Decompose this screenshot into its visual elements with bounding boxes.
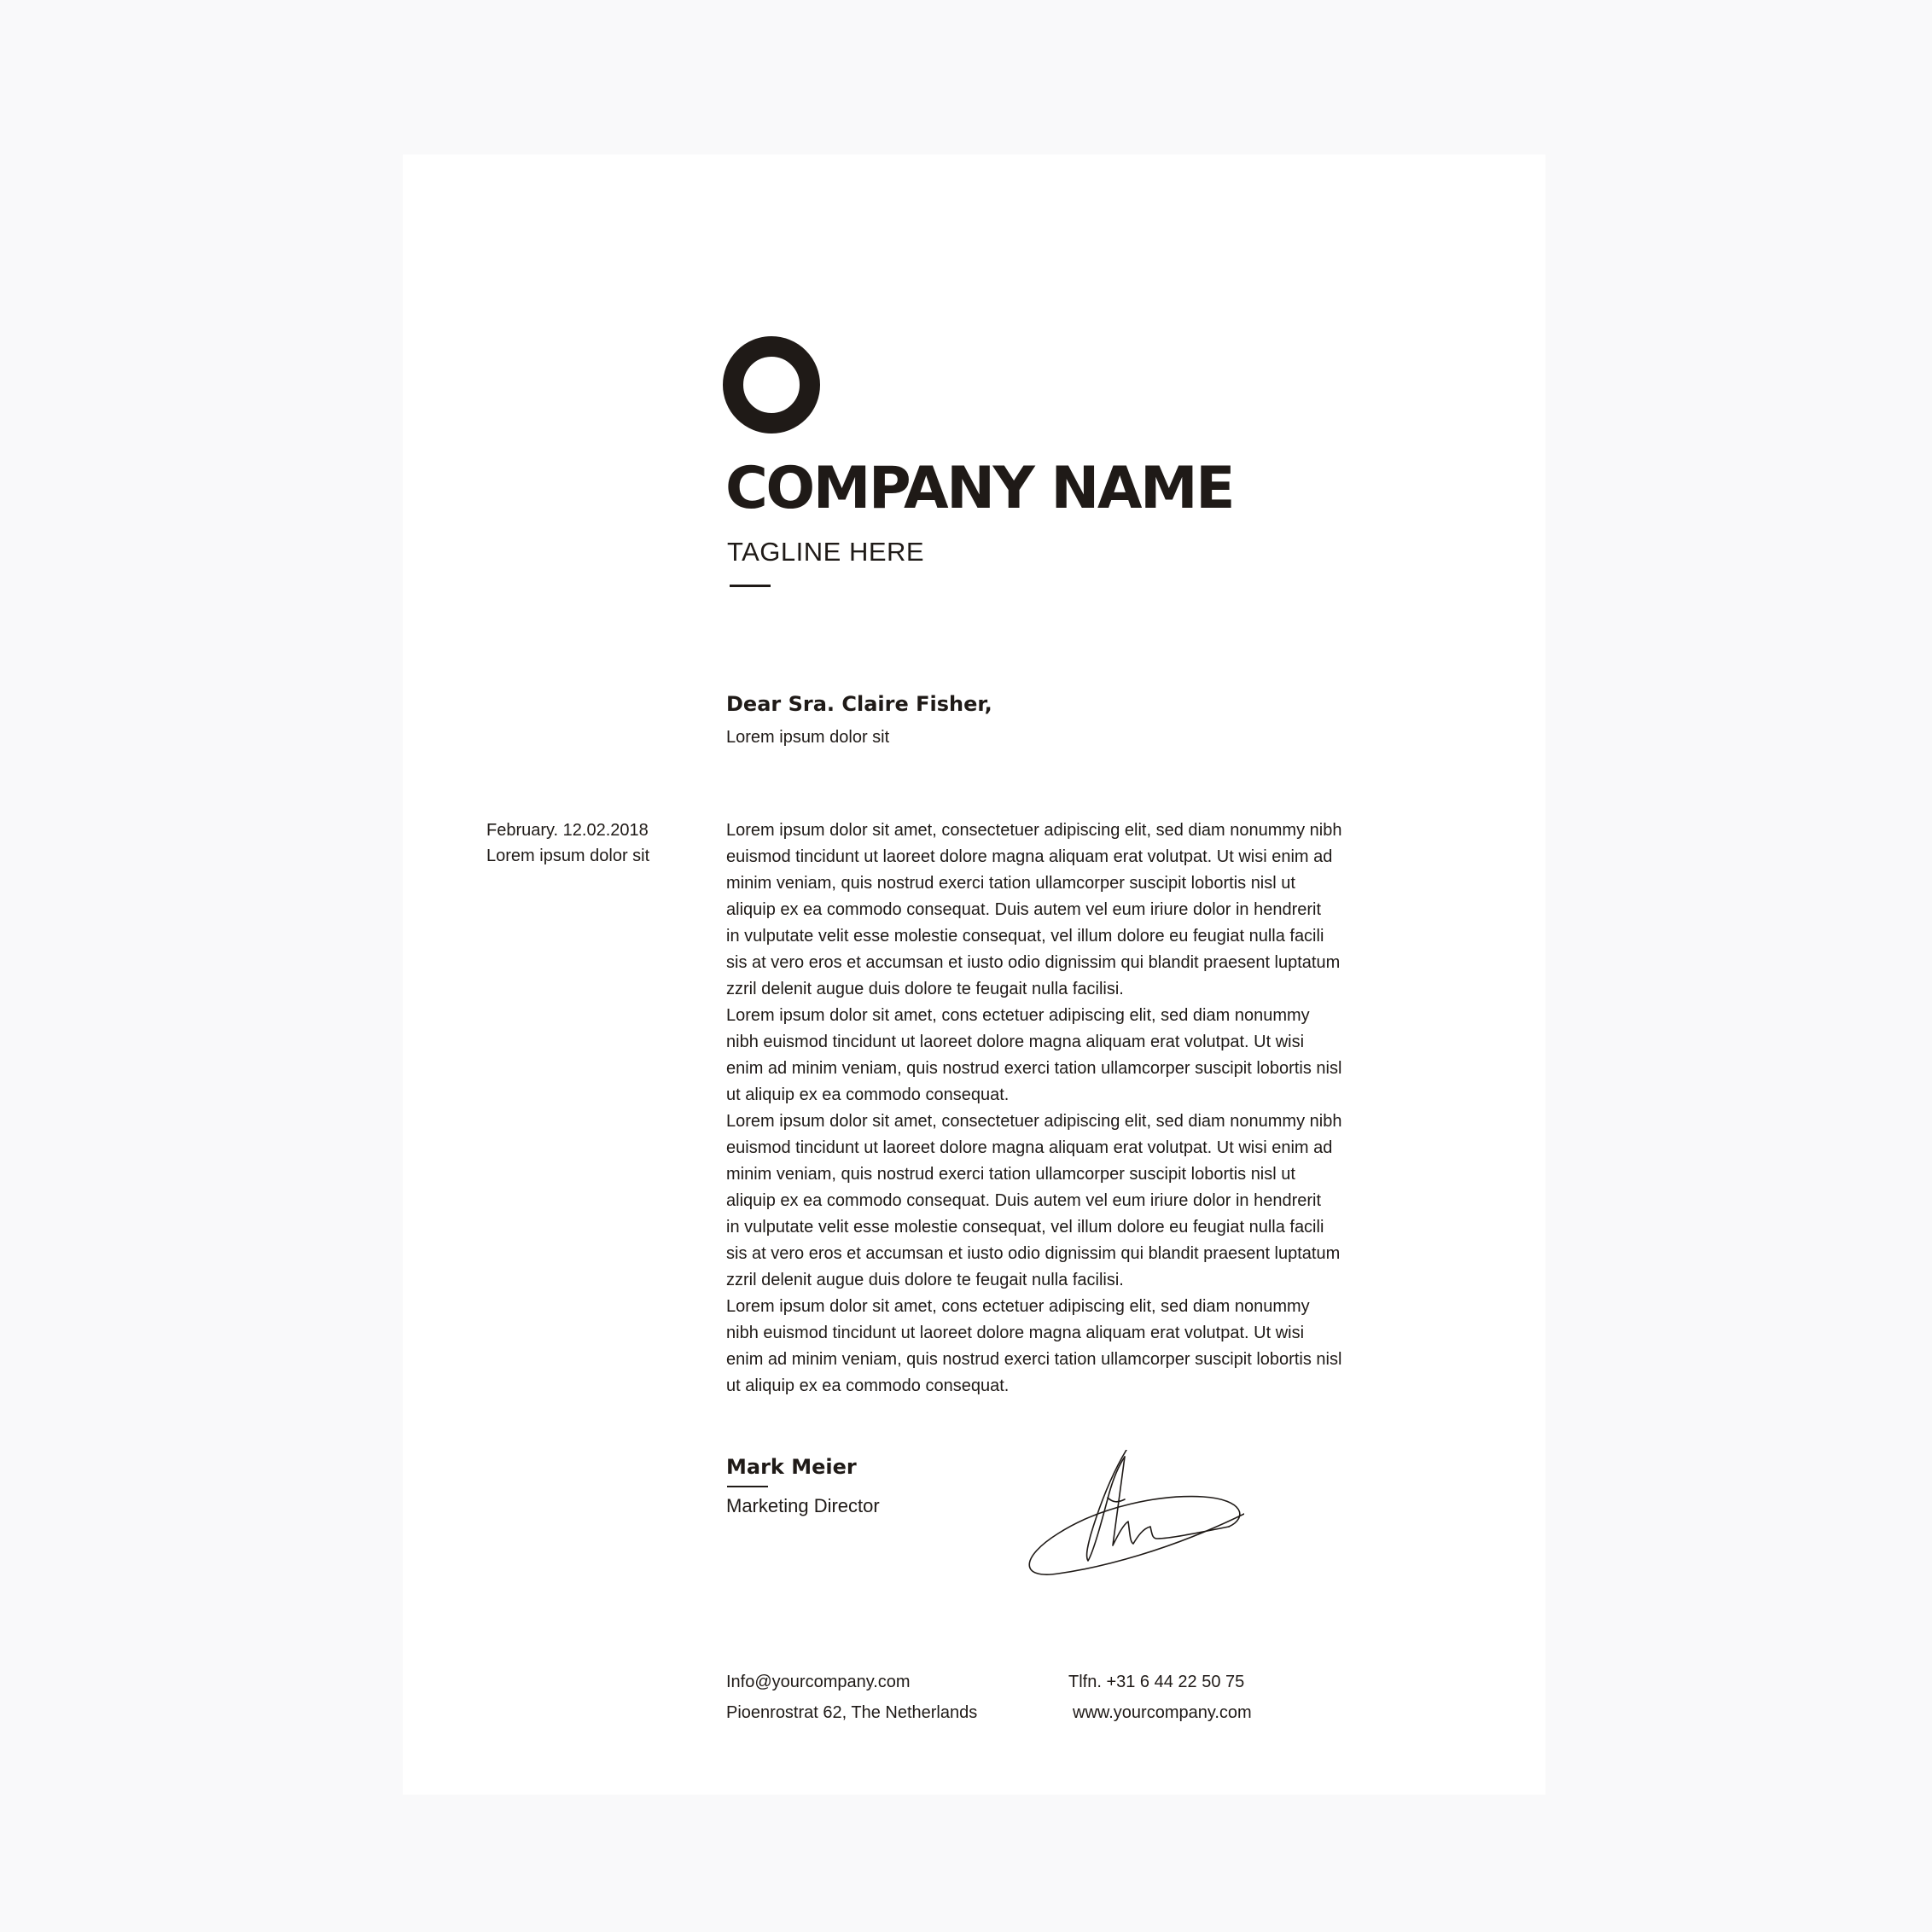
letter-date: February. 12.02.2018 bbox=[486, 821, 649, 840]
body-line: enim ad minim veniam, quis nostrud exerci tation ullamcorper suscipit lobortis nisl bbox=[726, 1059, 1342, 1078]
body-line: zzril delenit augue duis dolore te feugait nulla facilisi. bbox=[726, 1271, 1124, 1289]
body-line: Lorem ipsum dolor sit amet, consectetuer adipiscing elit, sed diam nonummy nibh bbox=[726, 1112, 1342, 1131]
letter-salutation: Dear Sra. Claire Fisher, bbox=[726, 692, 992, 716]
footer-phone: Tlfn. +31 6 44 22 50 75 bbox=[1068, 1673, 1245, 1691]
body-line: nibh euismod tincidunt ut laoreet dolore magna aliquam erat volutpat. Ut wisi bbox=[726, 1033, 1305, 1051]
signer-title: Marketing Director bbox=[726, 1495, 880, 1516]
body-line: minim veniam, quis nostrud exerci tation ullamcorper suscipit lobortis nisl ut bbox=[726, 874, 1295, 893]
body-line: minim veniam, quis nostrud exerci tation ullamcorper suscipit lobortis nisl ut bbox=[726, 1165, 1295, 1184]
body-line: in vulputate velit esse molestie consequat, vel illum dolore eu feugiat nulla facili bbox=[726, 927, 1324, 946]
body-line: in vulputate velit esse molestie consequat, vel illum dolore eu feugiat nulla facili bbox=[726, 1218, 1324, 1237]
body-line: ut aliquip ex ea commodo consequat. bbox=[726, 1085, 1010, 1104]
footer-email: Info@yourcompany.com bbox=[726, 1673, 911, 1691]
body-line: nibh euismod tincidunt ut laoreet dolore magna aliquam erat volutpat. Ut wisi bbox=[726, 1324, 1305, 1342]
footer-contact-right bbox=[1068, 1667, 1252, 1728]
body-line: enim ad minim veniam, quis nostrud exerci tation ullamcorper suscipit lobortis nisl bbox=[726, 1350, 1342, 1369]
salutation-subline: Lorem ipsum dolor sit bbox=[726, 728, 890, 747]
handwritten-signature-icon bbox=[1024, 1450, 1244, 1576]
date-note: Lorem ipsum dolor sit bbox=[486, 847, 650, 865]
body-line: sis at vero eros et accumsan et iusto odio dignissim qui blandit praesent luptatum bbox=[726, 953, 1341, 972]
signer-name: Mark Meier bbox=[726, 1455, 857, 1479]
footer-website: www.yourcompany.com bbox=[1073, 1703, 1252, 1722]
body-line: Lorem ipsum dolor sit amet, consectetuer adipiscing elit, sed diam nonummy nibh bbox=[726, 821, 1342, 840]
body-line: euismod tincidunt ut laoreet dolore magna aliquam erat volutpat. Ut wisi enim ad bbox=[726, 847, 1333, 866]
body-line: sis at vero eros et accumsan et iusto odio dignissim qui blandit praesent luptatum bbox=[726, 1244, 1341, 1263]
ring-logo-icon bbox=[723, 336, 820, 434]
body-line: euismod tincidunt ut laoreet dolore magna aliquam erat volutpat. Ut wisi enim ad bbox=[726, 1138, 1333, 1157]
body-line: Lorem ipsum dolor sit amet, cons ectetuer adipiscing elit, sed diam nonummy bbox=[726, 1297, 1310, 1316]
date-block bbox=[486, 818, 649, 869]
body-line: zzril delenit augue duis dolore te feugait nulla facilisi. bbox=[726, 980, 1124, 998]
footer-contact-left bbox=[726, 1667, 977, 1728]
body-line: aliquip ex ea commodo consequat. Duis autem vel eum iriure dolor in hendrerit bbox=[726, 900, 1322, 919]
letter-body bbox=[726, 818, 1375, 1400]
tagline-divider bbox=[730, 585, 771, 587]
body-line: ut aliquip ex ea commodo consequat. bbox=[726, 1376, 1010, 1395]
company-tagline: TAGLINE HERE bbox=[727, 537, 925, 567]
letter-page bbox=[403, 154, 1545, 1795]
body-line: Lorem ipsum dolor sit amet, cons ectetuer adipiscing elit, sed diam nonummy bbox=[726, 1006, 1310, 1025]
footer-address: Pioenrostrat 62, The Netherlands bbox=[726, 1703, 978, 1722]
company-name: COMPANY NAME bbox=[725, 455, 1234, 522]
body-line: aliquip ex ea commodo consequat. Duis autem vel eum iriure dolor in hendrerit bbox=[726, 1191, 1322, 1210]
signer-divider bbox=[727, 1486, 768, 1487]
